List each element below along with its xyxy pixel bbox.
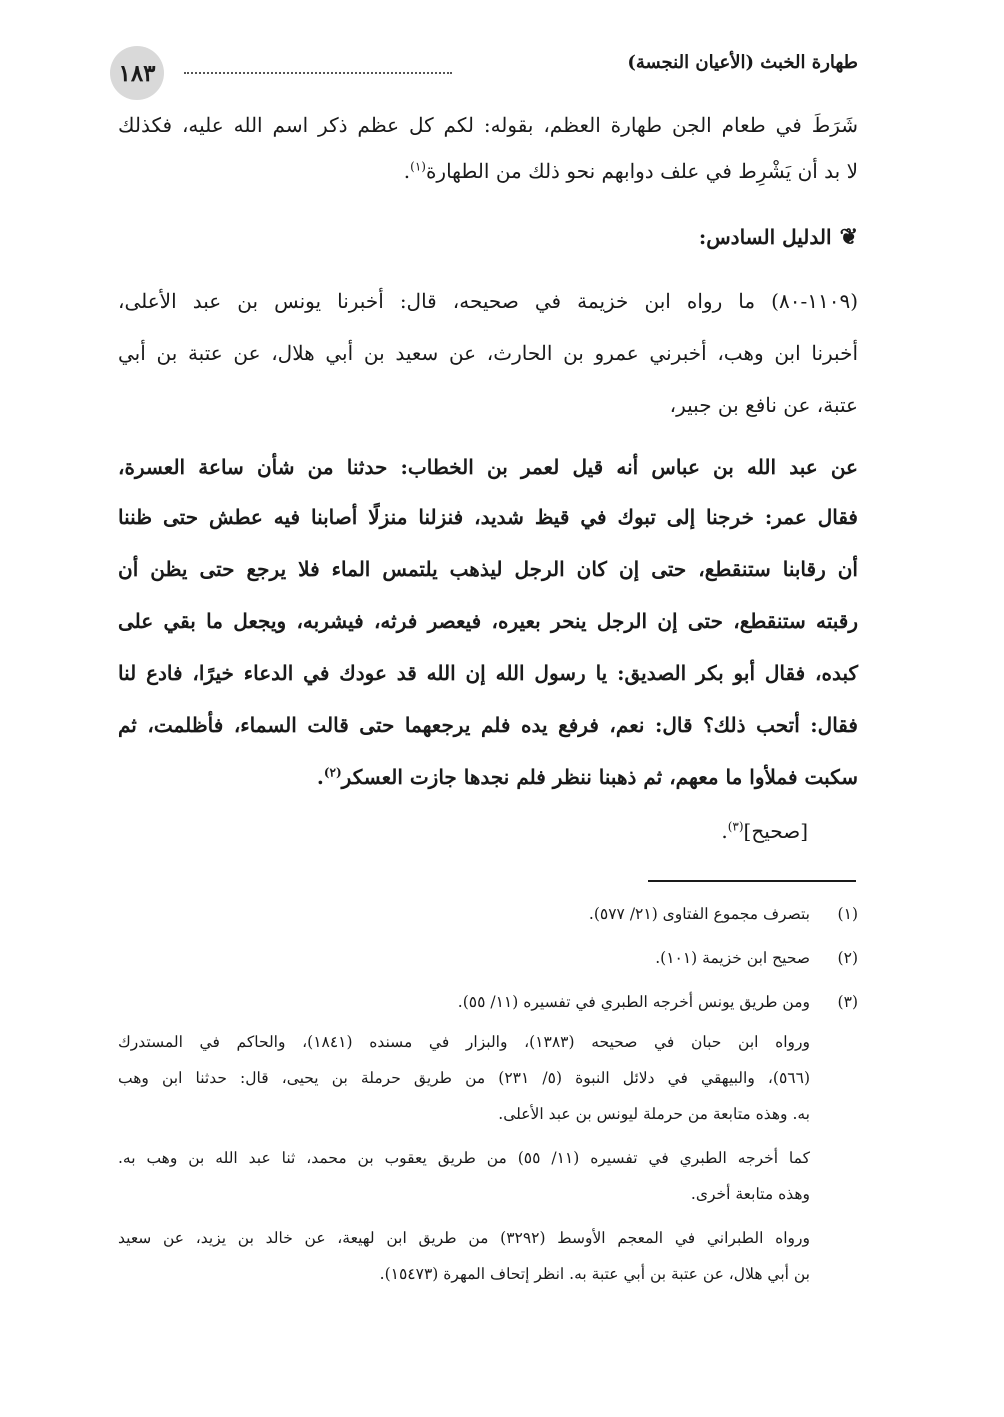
footnote-text: بتصرف مجموع الفتاوى (٢١/ ٥٧٧). [588, 905, 810, 923]
footnote-3-line-6: ورواه الطبراني في المعجم الأوسط (٣٢٩٢) من طريق ابن لهيعة، عن خالد بن يزيد، عن سعيد [118, 1229, 810, 1247]
footnote-3-line-5: وهذه متابعة أخرى. [690, 1185, 810, 1203]
footnote-number: (٢) [837, 949, 858, 967]
leaf-ornament-icon: ❦ [839, 224, 858, 250]
body-line-2 [118, 156, 858, 186]
footnote-separator [648, 880, 856, 882]
footnote-3-line-2: (٥٦٦)، والبيهقي في دلائل النبوة (٥/ ٢٣١) من طريق حرملة بن يحيى، قال: حدثنا ابن وهب [118, 1069, 811, 1087]
footnote-3-line-3: به. وهذه متابعة من حرملة ليونس بن عبد الأعلى. [498, 1105, 810, 1123]
footnote-ref-1[interactable]: (١) [410, 159, 426, 174]
footnote-number: (٣) [837, 993, 858, 1011]
matn-line-7-text: سكبت فملأوا ما معهم، ثم ذهبنا ننظر فلم نجدها جازت العسكر [341, 765, 858, 789]
matn-line-7-end: . [316, 765, 324, 789]
footnote-text: ومن طريق يونس أخرجه الطبري في تفسيره (١١/ ٥٥). [457, 993, 810, 1011]
running-title: طهارة الخبث (الأعيان النجسة) [627, 52, 858, 73]
footnote-ref-2[interactable]: (٢) [323, 765, 342, 780]
footnote-3-line-7: بن أبي هلال، عن عتبة بن أبي عتبة به. انظر إتحاف المهرة (١٥٤٧٣). [379, 1265, 810, 1283]
body-line-2-text: لا بد أن يَشْرِط في علف دوابهم نحو ذلك من الطهارة [425, 159, 858, 183]
matn-line-1: عن عبد الله بن عباس أنه قيل لعمر بن الخطاب: حدثنا من شأن ساعة العسرة، [118, 455, 858, 479]
matn-line-7 [118, 762, 858, 792]
header-dotted-leader [184, 72, 452, 74]
body-line-1: شَرَطَ في طعام الجن طهارة العظم، بقوله: لكم كل عظم ذكر اسم الله عليه، فكذلك [118, 113, 858, 137]
matn-line-5: كبده، فقال أبو بكر الصديق: يا رسول الله إن الله قد عودك في الدعاء خيرًا، فادع لنا [118, 661, 858, 685]
matn-line-6: فقال: أتحب ذلك؟ قال: نعم، فرفع يده فلم يرجعهما حتى قالت السماء، فأظلمت، ثم [118, 713, 858, 737]
grade-text: [صحيح] [743, 819, 808, 843]
isnad-line-2: أخبرنا ابن وهب، أخبرني عمرو بن الحارث، عن سعيد بن أبي هلال، عن عتبة بن أبي [118, 341, 858, 365]
matn-line-2: فقال عمر: خرجنا إلى تبوك في قيظ شديد، فنزلنا منزلًا أصابنا فيه عطش حتى ظننا [118, 505, 858, 529]
footnote-3-line-1: ورواه ابن حبان في صحيحه (١٣٨٣)، والبزار في مسنده (١٨٤١)، والحاكم في المستدرك [118, 1033, 810, 1051]
footnote-text: صحيح ابن خزيمة (١٠١). [655, 949, 810, 967]
isnad-line-1: (١١٠٩-٨٠) ما رواه ابن خزيمة في صحيحه، قال: أخبرنا يونس بن عبد الأعلى، [118, 289, 858, 313]
grade-end: . [721, 819, 728, 843]
matn-line-4: رقبته ستنقطع، حتى إن الرجل ينحر بعيره، فيعصر فرثه، فيشربه، ويجعل ما بقي على [118, 609, 858, 633]
matn-line-3: أن رقابنا ستنقطع، حتى إن كان الرجل ليذهب يلتمس الماء فلا يرجع حتى يظن أن [118, 557, 858, 581]
footnote-3-line-4: كما أخرجه الطبري في تفسيره (١١/ ٥٥) من طريق يعقوب بن محمد، ثنا عبد الله بن وهب به. [118, 1149, 810, 1167]
hadith-grade [118, 816, 808, 846]
isnad-line-3: عتبة، عن نافع بن جبير، [669, 393, 858, 417]
page-header [110, 46, 858, 96]
section-heading [118, 222, 858, 252]
footnote-number: (١) [837, 905, 858, 923]
section-heading-text: الدليل السادس: [698, 225, 832, 249]
page-number: ١٨٣ [110, 46, 164, 100]
footnote-ref-3[interactable]: (٣) [727, 819, 744, 834]
body-line-2-end: . [403, 159, 411, 183]
